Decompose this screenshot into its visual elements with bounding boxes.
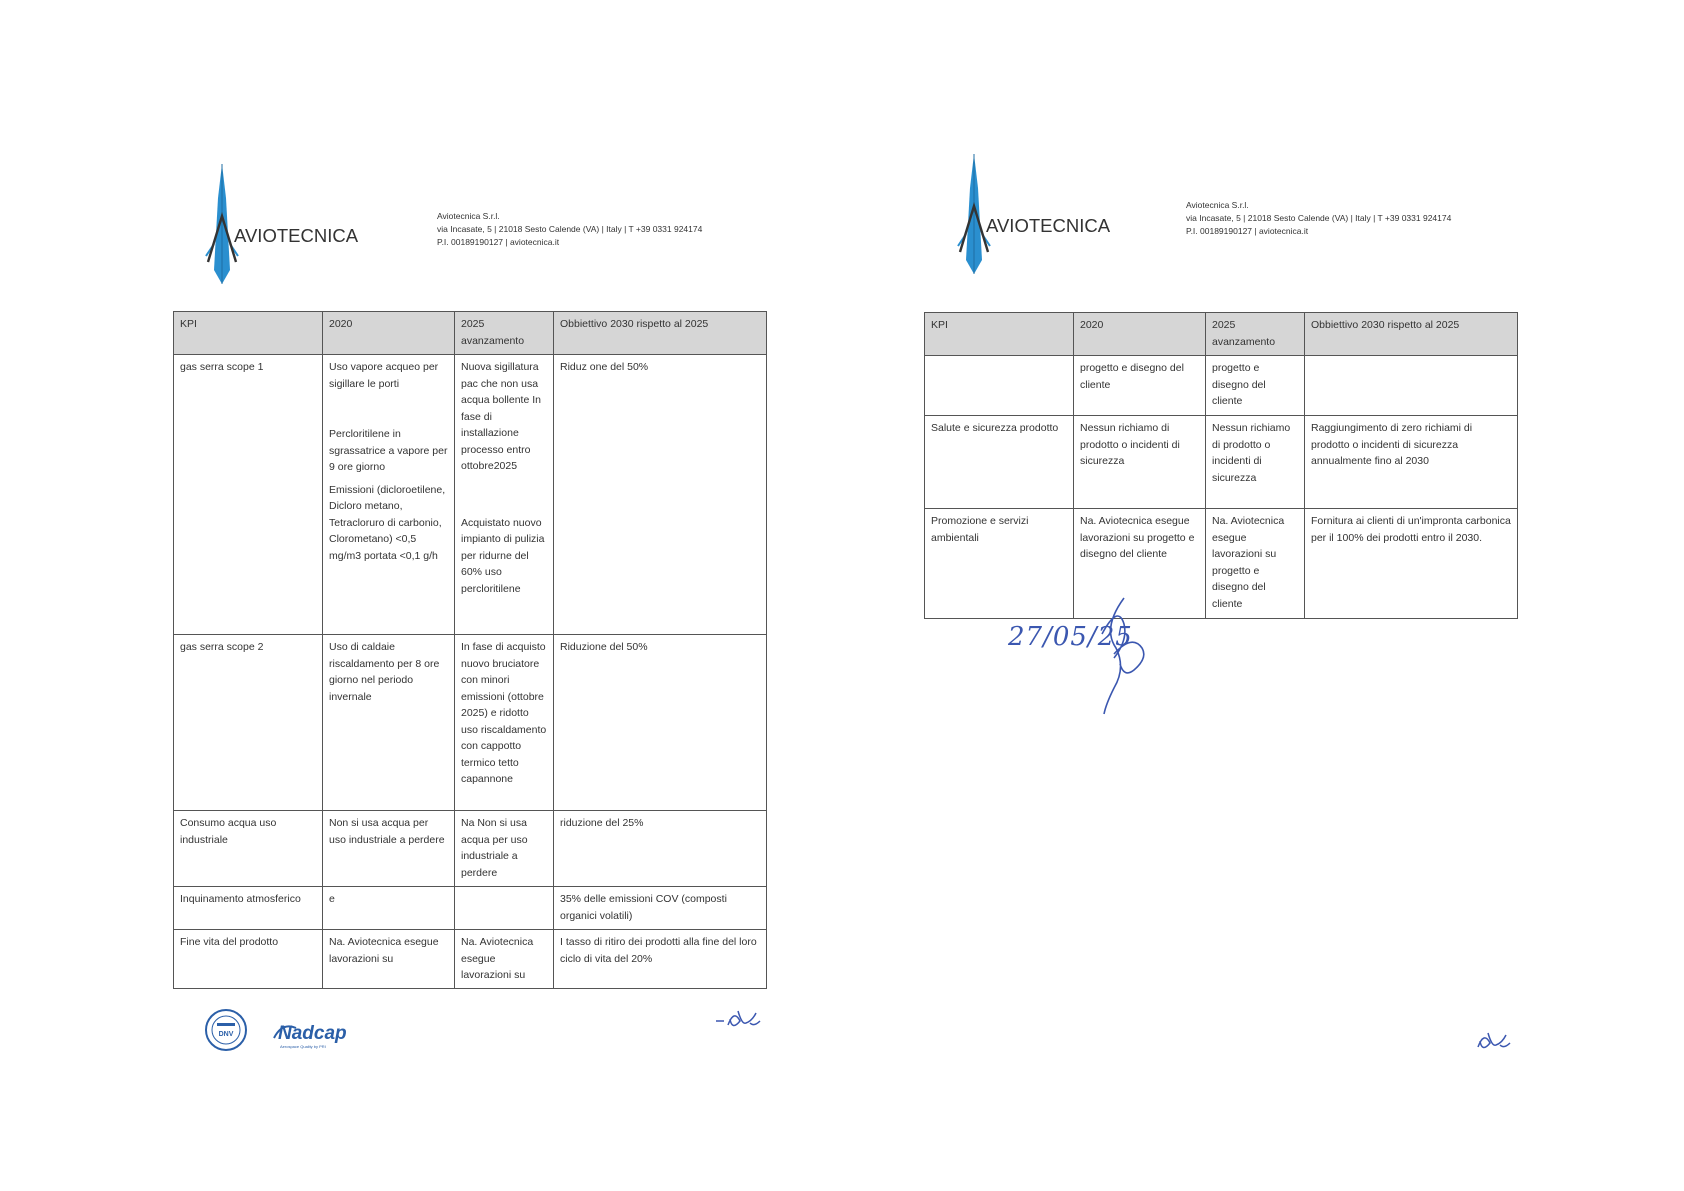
signature-date: 27/05/25 bbox=[1008, 622, 1133, 652]
cell-text: Acquistato nuovo impianto di pulizia per ridurne del 60% uso percloritilene bbox=[461, 516, 545, 595]
cell-2025 bbox=[455, 887, 554, 930]
kpi-table bbox=[173, 311, 767, 989]
company-address: via Incasate, 5 | 21018 Sesto Calende (VA) | Italy | T +39 0331 924174 bbox=[437, 224, 703, 234]
table-row bbox=[925, 416, 1518, 509]
table-row bbox=[174, 930, 767, 989]
cell-kpi: Consumo acqua uso industriale bbox=[174, 811, 323, 887]
cell-kpi: Promozione e servizi ambientali bbox=[925, 509, 1074, 619]
table-header-row bbox=[174, 312, 767, 355]
header-kpi: KPI bbox=[925, 313, 1074, 356]
table-row bbox=[174, 355, 767, 635]
cell-text: Nuova sigillatura pac che non usa acqua bollente In fase di installazione processo entro ottobre2025 bbox=[461, 361, 541, 472]
header-2025: 2025 avanzamento bbox=[1206, 313, 1305, 356]
cell-kpi: Inquinamento atmosferico bbox=[174, 887, 323, 930]
table-header-row bbox=[925, 313, 1518, 356]
header-2025: 2025 avanzamento bbox=[455, 312, 554, 355]
cell-goal: Fornitura ai clienti di un'impronta carbonica per il 100% dei prodotti entro il 2030. bbox=[1305, 509, 1518, 619]
nadcap-subtitle: Aerospace Quality by PRI bbox=[280, 1044, 326, 1049]
cell-goal: Riduz one del 50% bbox=[554, 355, 767, 635]
cell-goal: Raggiungimento di zero richiami di prodotto o incidenti di sicurezza annualmente fino al 2030 bbox=[1305, 416, 1518, 509]
cell-goal: I tasso di ritiro dei prodotti alla fine del loro ciclo di vita del 20% bbox=[554, 930, 767, 989]
cell-2025: Na. Aviotecnica esegue lavorazioni su bbox=[455, 930, 554, 989]
cell-2020: Non si usa acqua per uso industriale a perdere bbox=[323, 811, 455, 887]
header-2020: 2020 bbox=[323, 312, 455, 355]
company-address: via Incasate, 5 | 21018 Sesto Calende (VA) | Italy | T +39 0331 924174 bbox=[1186, 213, 1452, 223]
aviotecnica-logo bbox=[952, 150, 1112, 275]
company-vat: P.I. 00189190127 | aviotecnica.it bbox=[1186, 226, 1309, 236]
company-vat: P.I. 00189190127 | aviotecnica.it bbox=[437, 237, 560, 247]
nadcap-logo bbox=[274, 1023, 347, 1049]
table-row bbox=[925, 356, 1518, 416]
company-info bbox=[1186, 199, 1451, 238]
aviotecnica-logo bbox=[200, 160, 360, 285]
company-name: Aviotecnica S.r.l. bbox=[1186, 200, 1249, 210]
kpi-table bbox=[924, 312, 1518, 619]
initials-mark bbox=[714, 1003, 764, 1038]
cell-2025: Na. Aviotecnica esegue lavorazioni su progetto e disegno del cliente bbox=[1206, 509, 1305, 619]
handwritten-signature bbox=[1062, 590, 1172, 720]
cell-2020: Na. Aviotecnica esegue lavorazioni su bbox=[323, 930, 455, 989]
rocket-logo-icon bbox=[200, 160, 360, 285]
handwritten-initials-icon bbox=[1474, 1025, 1514, 1055]
cell-kpi: Fine vita del prodotto bbox=[174, 930, 323, 989]
cell-goal: Riduzione del 50% bbox=[554, 635, 767, 811]
cell-goal: riduzione del 25% bbox=[554, 811, 767, 887]
cell-2020: Na. Aviotecnica esegue lavorazioni su progetto e disegno del cliente bbox=[1074, 509, 1206, 619]
certifications bbox=[204, 1008, 384, 1063]
cell-2025 bbox=[455, 355, 554, 635]
dnv-label: DNV bbox=[218, 1031, 234, 1038]
table-row bbox=[174, 811, 767, 887]
cell-2020: Uso di caldaie riscaldamento per 8 ore giorno nel periodo invernale bbox=[323, 635, 455, 811]
header-goal: Obbiettivo 2030 rispetto al 2025 bbox=[554, 312, 767, 355]
cell-2020: progetto e disegno del cliente bbox=[1074, 356, 1206, 416]
cell-2025: Nessun richiamo di prodotto o incidenti di sicurezza bbox=[1206, 416, 1305, 509]
table-row bbox=[174, 635, 767, 811]
cell-kpi: Salute e sicurezza prodotto bbox=[925, 416, 1074, 509]
header-goal: Obbiettivo 2030 rispetto al 2025 bbox=[1305, 313, 1518, 356]
rocket-logo-icon bbox=[952, 150, 1112, 275]
header-2020: 2020 bbox=[1074, 313, 1206, 356]
header-kpi: KPI bbox=[174, 312, 323, 355]
logo-wordmark: AVIOTECNICA bbox=[234, 225, 359, 246]
cell-kpi bbox=[925, 356, 1074, 416]
document-page-2 bbox=[842, 0, 1684, 1191]
cell-kpi: gas serra scope 2 bbox=[174, 635, 323, 811]
dnv-certification-badge bbox=[206, 1010, 246, 1050]
table-row bbox=[174, 887, 767, 930]
cell-2025: In fase di acquisto nuovo bruciatore con minori emissioni (ottobre 2025) e ridotto uso riscaldamento con cappotto termico tetto capannone bbox=[455, 635, 554, 811]
cell-2025: Na Non si usa acqua per uso industriale a perdere bbox=[455, 811, 554, 887]
cell-text: Percloritilene in sgrassatrice a vapore per 9 ore giorno bbox=[329, 428, 448, 473]
initials-mark bbox=[1474, 1025, 1514, 1060]
handwritten-initials-icon bbox=[714, 1003, 764, 1033]
cell-goal bbox=[1305, 356, 1518, 416]
nadcap-label: Nadcap bbox=[278, 1023, 347, 1044]
signature-scribble-icon bbox=[1062, 590, 1172, 715]
company-info bbox=[437, 210, 702, 249]
cell-text: Uso vapore acqueo per sigillare le porti bbox=[329, 361, 439, 390]
cell-goal: 35% delle emissioni COV (composti organici volatili) bbox=[554, 887, 767, 930]
cell-2020 bbox=[323, 355, 455, 635]
cell-text: Emissioni (dicloroetilene, Dicloro metano, Tetracloruro di carbonio, Clorometano) <0,5 mg/m3 portata <0,1 g/h bbox=[329, 483, 446, 562]
company-name: Aviotecnica S.r.l. bbox=[437, 211, 500, 221]
cell-2025: progetto e disegno del cliente bbox=[1206, 356, 1305, 416]
cell-2020: e bbox=[323, 887, 455, 930]
table-row bbox=[925, 509, 1518, 619]
logo-wordmark: AVIOTECNICA bbox=[986, 215, 1111, 236]
cell-2020: Nessun richiamo di prodotto o incidenti di sicurezza bbox=[1074, 416, 1206, 509]
cell-kpi: gas serra scope 1 bbox=[174, 355, 323, 635]
